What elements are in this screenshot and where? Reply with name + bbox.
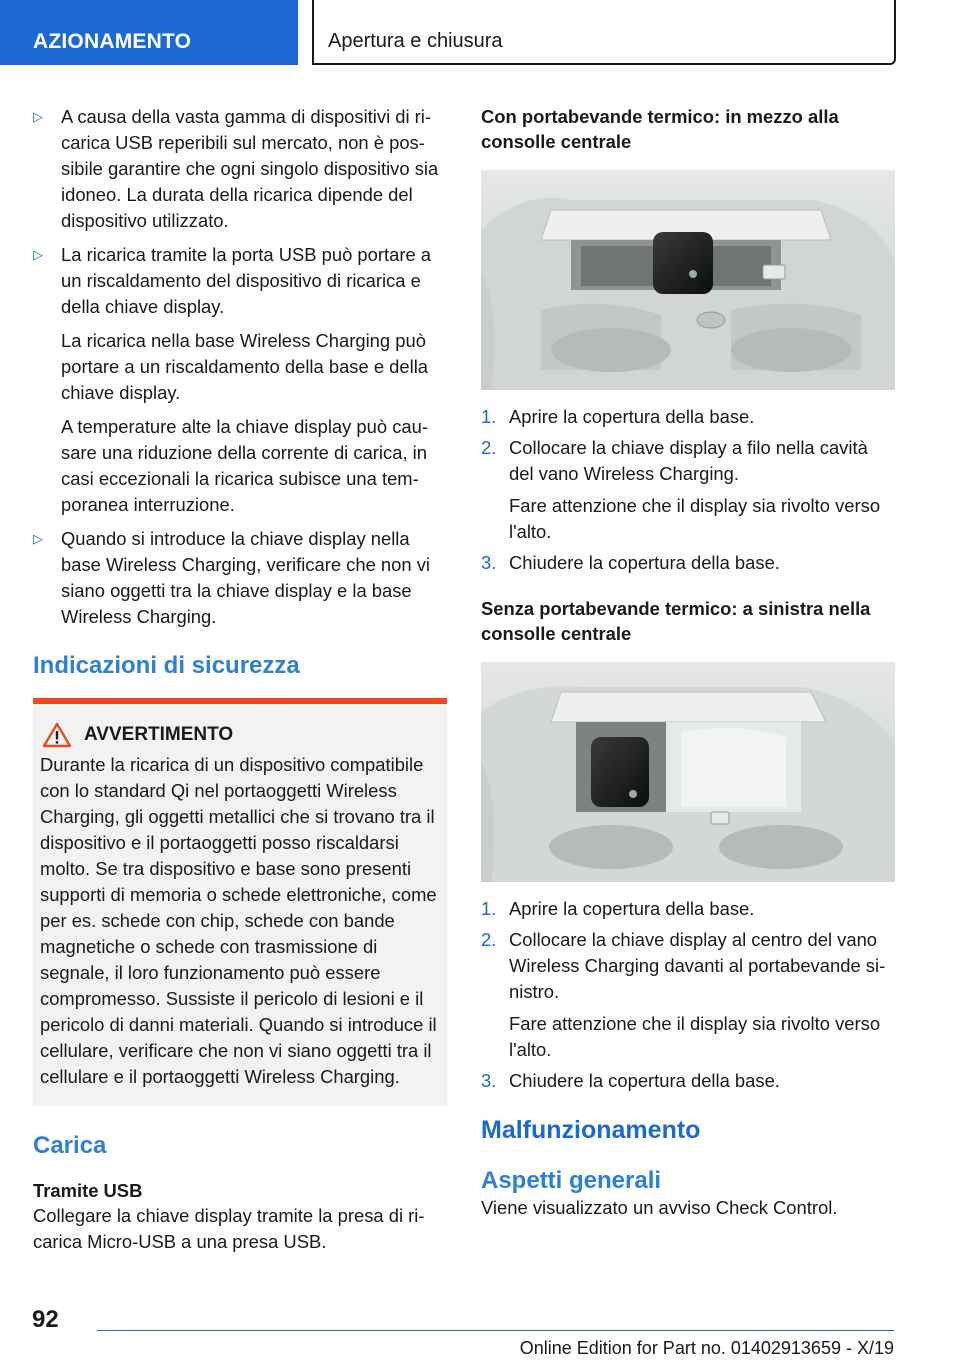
section1-heading: Con portabevande termico: in mezzo alla consolle centrale <box>481 106 839 152</box>
right-column <box>481 104 895 1221</box>
console-photo-left <box>481 662 895 882</box>
header-section-label: AZIONAMENTO <box>33 30 192 53</box>
bullet-text: La ricarica nella base Wireless Charging può portare a un riscaldamento della base e della chiave display. <box>61 330 429 403</box>
steps-list-thermal <box>481 404 895 576</box>
step-number: 3. <box>481 552 497 573</box>
step-text: Collocare la chiave display al centro del vano Wireless Charging davanti al portabevande sinistro. <box>509 929 886 1002</box>
header-section <box>0 0 298 65</box>
step-item <box>481 927 895 1063</box>
header-chapter-label: Apertura e chiusura <box>328 30 503 52</box>
section2-heading: Senza portabevande termico: a sinistra nella consolle centrale <box>481 598 871 644</box>
left-column <box>33 104 447 1255</box>
warning-title <box>40 722 439 748</box>
step-text: Chiudere la copertura della base. <box>509 552 780 573</box>
bullet-item <box>33 242 447 518</box>
step-item <box>481 550 895 576</box>
general-text: Viene visualizzato un avviso Check Control. <box>481 1197 838 1218</box>
footer-divider <box>97 1330 894 1331</box>
steps-list-left <box>481 896 895 1094</box>
triangle-bullet-icon: ▷ <box>33 109 43 124</box>
step-number: 2. <box>481 437 497 458</box>
bullet-item <box>33 526 447 630</box>
step-number: 1. <box>481 406 497 427</box>
general-heading: Aspetti generali <box>481 1167 662 1194</box>
safety-heading: Indicazioni di sicurezza <box>33 652 300 679</box>
console-photo-thermal <box>481 170 895 390</box>
bullet-text: A causa della vasta gamma di dispositivi di ricarica USB reperibili sul mercato, non è possibile garantire che ogni singolo dispositivo sia idoneo. La durata della ricarica dipende del dispositivo utilizzato. <box>61 106 439 231</box>
malfunction-heading: Malfunzionamento <box>481 1116 701 1144</box>
bullet-text: Quando si introduce la chiave display nella base Wireless Charging, verificare che non vi siano oggetti tra la chiave display e la base Wireless Charging. <box>61 528 430 627</box>
step-item <box>481 404 895 430</box>
usb-text: Collegare la chiave display tramite la presa di ricarica Micro-USB a una presa USB. <box>33 1205 425 1252</box>
header-chapter <box>312 0 896 65</box>
triangle-bullet-icon: ▷ <box>33 531 43 546</box>
step-text: Fare attenzione che il display sia rivolto verso l'alto. <box>509 495 881 542</box>
step-text: Chiudere la copertura della base. <box>509 1070 780 1091</box>
bullet-text: La ricarica tramite la porta USB può portare a un riscaldamento del dispositivo di ricarica e della chiave display. <box>61 244 432 317</box>
step-number: 3. <box>481 1070 497 1091</box>
footer-edition: Online Edition for Part no. 01402913659 - X/19 <box>519 1338 894 1358</box>
warning-triangle-icon <box>42 722 72 748</box>
warning-text: Durante la ricarica di un dispositivo compatibile con lo standard Qi nel portaoggetti Wireless Charging, gli oggetti metallici che si trovano tra il dispositivo e il portaoggetti posso riscaldarsi molto. Se tra dispositivo e base sono presenti supporti di memoria o schede elettroniche, come per es. schede con chip, schede con bande magnetiche o schede con trasmissione di segnale, il loro funzionamento può essere compromesso. Sussiste il pericolo di lesioni e il pericolo di danni materiali. Quando si introduce il cellulare, verificare che non vi siano oggetti tra il cellulare e il portaoggetti Wireless Charging. <box>40 754 437 1087</box>
page-number: 92 <box>32 1306 59 1333</box>
bullet-text: A temperature alte la chiave display può causare una riduzione della corrente di carica, in casi eccezionali la ricarica subisce una temporanea interruzione. <box>61 416 429 515</box>
step-item <box>481 435 895 545</box>
step-text: Collocare la chiave display a filo nella cavità del vano Wireless Charging. <box>509 437 868 484</box>
step-item <box>481 896 895 922</box>
step-text: Aprire la copertura della base. <box>509 406 755 427</box>
step-text: Aprire la copertura della base. <box>509 898 755 919</box>
bullet-item <box>33 104 447 234</box>
warning-title-text: AVVERTIMENTO <box>84 724 234 745</box>
step-number: 2. <box>481 929 497 950</box>
warning-box <box>33 698 447 1106</box>
step-number: 1. <box>481 898 497 919</box>
charge-heading: Carica <box>33 1132 107 1159</box>
bullet-list <box>33 104 447 630</box>
usb-heading: Tramite USB <box>33 1180 143 1201</box>
triangle-bullet-icon: ▷ <box>33 247 43 262</box>
step-text: Fare attenzione che il display sia rivolto verso l'alto. <box>509 1013 881 1060</box>
step-item <box>481 1068 895 1094</box>
